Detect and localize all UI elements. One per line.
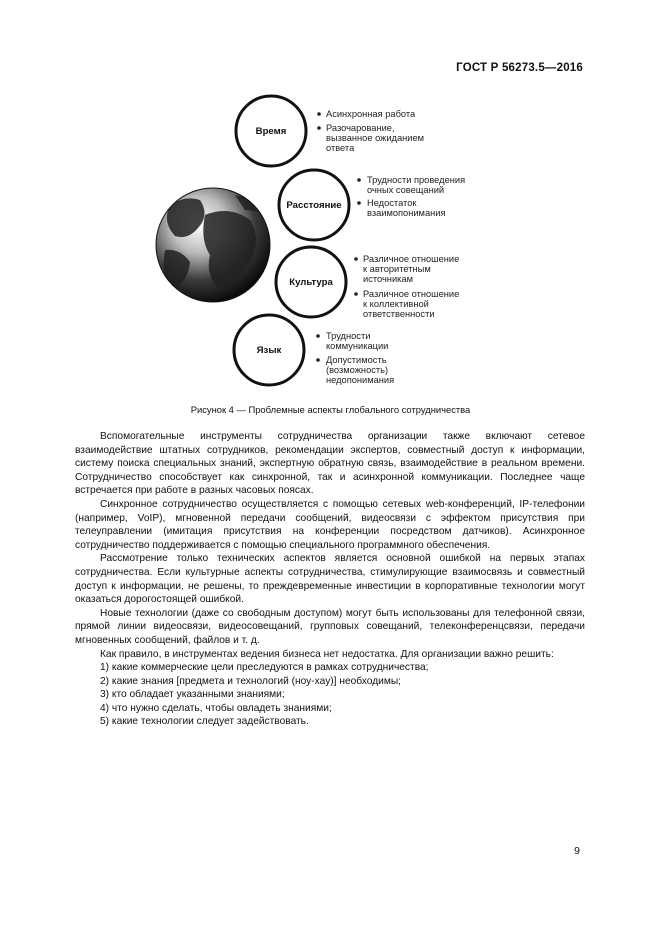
bullet-text: недопонимания bbox=[326, 375, 395, 385]
list-item: 2) какие знания [предмета и технологий (ноу-хау)] необходимы; bbox=[100, 675, 402, 687]
bullets-culture bbox=[354, 254, 459, 319]
circle-label-distance: Расстояние bbox=[286, 200, 342, 211]
list-item: 3) кто обладает указанными знаниями; bbox=[100, 689, 285, 701]
bullet-text: источникам bbox=[363, 274, 413, 284]
circle-label-language: Язык bbox=[256, 345, 282, 356]
bullet-text: вызванное ожиданием bbox=[326, 133, 425, 143]
paragraph: Вспомогательные инструменты сотрудничества организации также включают сетевое взаимодействие штатных сотрудников, рекомендации экспертов, совместный доступ к информации, систему поиска специальных знаний, экспертную обратную связь, взаимодействие в реальном времени. Сотрудничество способствует как синхронной, так и асинхронной коммуникации. Последнее чаще встречается при работе в разных часовых поясах. bbox=[75, 431, 585, 497]
circle-distance bbox=[279, 170, 349, 240]
paragraph: Рассмотрение только технических аспектов является основной ошибкой на первых этапах сотрудничества. Если культурные аспекты сотрудничества, стимулирующие взаимосвязь и совместный доступ к информации, не решены, то преждевременные инвестиции в корпоративные технологии могут оказаться дорогостоящей ошибкой. bbox=[75, 553, 585, 606]
bullet-text: очных совещаний bbox=[367, 185, 445, 195]
bullet-text: Различное отношение bbox=[363, 254, 460, 264]
figure-diagram bbox=[0, 0, 661, 400]
bullet-text: Трудности bbox=[326, 331, 371, 341]
bullet-text: к авторитетным bbox=[363, 264, 431, 274]
bullet-text: коммуникации bbox=[326, 341, 389, 351]
circle-time bbox=[236, 96, 306, 166]
list-item: 4) что нужно сделать, чтобы овладеть знаниями; bbox=[100, 702, 332, 714]
bullet-text: Различное отношение bbox=[363, 289, 460, 299]
body-text bbox=[75, 430, 585, 729]
bullet-text: Недостаток bbox=[367, 198, 417, 208]
bullet-text: Допустимость bbox=[326, 355, 387, 365]
bullet-text: ответственности bbox=[363, 309, 435, 319]
bullet-text: ответа bbox=[326, 143, 355, 153]
page-number: 9 bbox=[574, 845, 580, 857]
document-header: ГОСТ Р 56273.5—2016 bbox=[456, 62, 583, 74]
circle-label-time: Время bbox=[255, 126, 287, 137]
bullet-text: взаимопонимания bbox=[367, 208, 446, 218]
bullet-text: Асинхронная работа bbox=[326, 109, 416, 119]
bullet-text: Трудности проведения bbox=[367, 175, 466, 185]
circle-label-culture: Культура bbox=[289, 277, 333, 288]
bullets-distance bbox=[357, 175, 465, 218]
circle-culture bbox=[276, 247, 346, 317]
bullets-time bbox=[317, 109, 424, 153]
paragraph: Синхронное сотрудничество осуществляется с помощью сетевых web-конференций, IP-телефонии (например, VoIP), мгновенной передачи сообщений, видеосвязи с эффектом присутствия при телеуправлении (имитация присутствия на конференции посредством датчиков). Асинхронное сотрудничество поддерживается с помощью специального программного обеспечения. bbox=[75, 498, 585, 551]
bullet-text: Разочарование, bbox=[326, 123, 395, 133]
paragraph: Новые технологии (даже со свободным доступом) могут быть использованы для телефонной связи, прямой линии видеосвязи, видеосовещаний, групповых совещаний, телеконференцсвязи, передачи мгновенных сообщений, файлов и т. д. bbox=[75, 607, 585, 646]
globe-image bbox=[156, 188, 270, 302]
bullet-text: (возможность) bbox=[326, 365, 389, 375]
circle-language bbox=[234, 315, 304, 385]
list-item: 1) какие коммерческие цели преследуются в рамках сотрудничества; bbox=[100, 662, 429, 674]
bullet-text: к коллективной bbox=[363, 299, 429, 309]
bullets-language bbox=[316, 331, 394, 385]
figure-caption: Рисунок 4 — Проблемные аспекты глобального сотрудничества bbox=[190, 404, 471, 415]
paragraph: Как правило, в инструментах ведения бизнеса нет недостатка. Для организации важно решить: bbox=[100, 648, 554, 660]
list-item: 5) какие технологии следует задействовать. bbox=[100, 716, 309, 728]
